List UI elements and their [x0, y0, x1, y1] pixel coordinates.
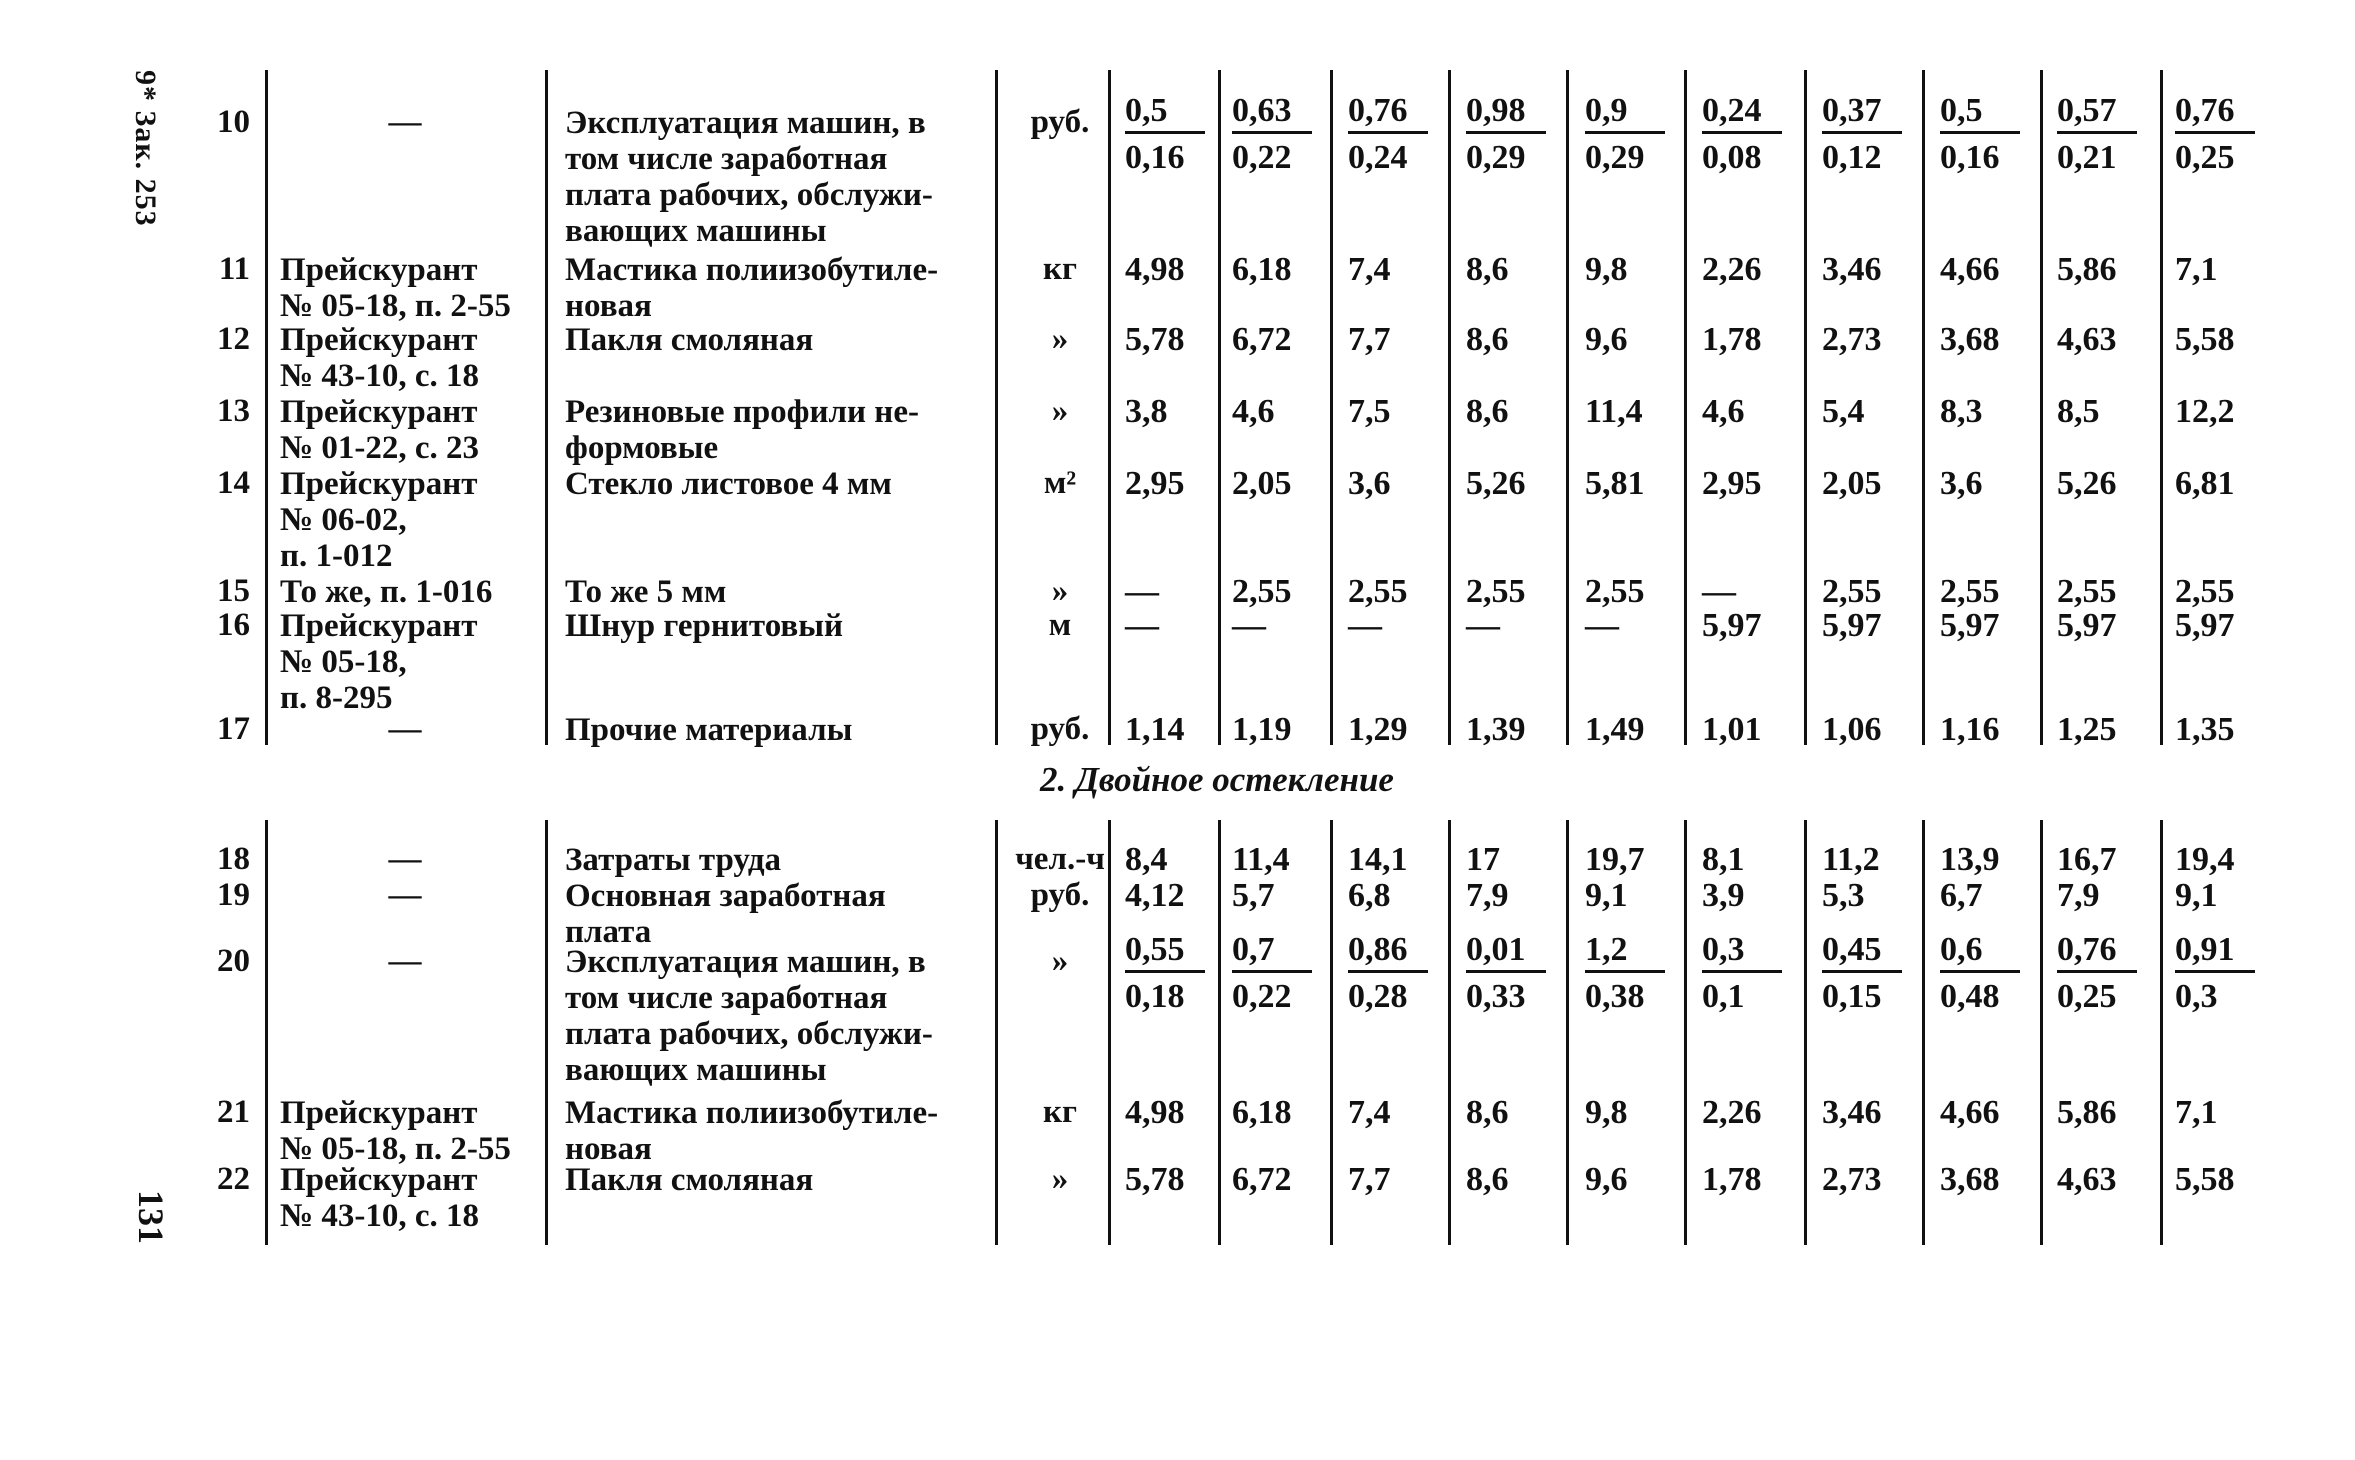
- unit-of-measure: м: [1048, 607, 1072, 643]
- value-fraction: [1822, 932, 1902, 1015]
- margin-note: [118, 70, 178, 260]
- row-number: 11: [218, 251, 250, 287]
- unit-of-measure: чел.-ч: [1015, 841, 1105, 877]
- value-cell: 5,26: [2057, 465, 2117, 502]
- value-wage: 0,15: [1822, 978, 1882, 1015]
- value-cell: 5,26: [1466, 465, 1526, 502]
- value-cell: 17: [1466, 841, 1500, 878]
- value-fraction: [2057, 932, 2137, 1015]
- value-cell: 2,05: [1232, 465, 1292, 502]
- value-cell: 3,68: [1940, 321, 2000, 358]
- source-reference: Прейскурант: [280, 394, 478, 430]
- value-wage: 0,29: [1585, 139, 1645, 176]
- resource-name: Мастика полиизобутиле-: [565, 1095, 939, 1131]
- value-cell: 4,66: [1940, 1094, 2000, 1131]
- value-total: 0,57: [2057, 93, 2137, 134]
- part2-rule: [545, 820, 548, 1245]
- value-cell: 9,6: [1585, 321, 1628, 358]
- value-fraction: [1940, 93, 2020, 176]
- source-reference: Прейскурант: [280, 322, 478, 358]
- value-cell: 2,73: [1822, 1161, 1882, 1198]
- value-cell: 13,9: [1940, 841, 2000, 878]
- unit-of-measure: кг: [1043, 1094, 1077, 1130]
- source-dash: —: [388, 104, 422, 140]
- value-cell: 3,6: [1348, 465, 1391, 502]
- source-reference: № 05-18, п. 2-55: [280, 288, 511, 324]
- resource-name: То же 5 мм: [565, 574, 727, 610]
- value-wage: 0,1: [1702, 978, 1745, 1015]
- value-cell: 3,6: [1940, 465, 1983, 502]
- value-fraction: [2175, 932, 2255, 1015]
- value-cell: 5,3: [1822, 877, 1865, 914]
- value-total: 0,86: [1348, 932, 1428, 973]
- value-cell: 7,4: [1348, 1094, 1391, 1131]
- resource-name: Стекло листовое 4 мм: [565, 466, 892, 502]
- value-fraction: [1348, 932, 1428, 1015]
- part1-rule: [545, 70, 548, 745]
- resource-name: Резиновые профили не-: [565, 394, 919, 430]
- value-wage: 0,18: [1125, 978, 1185, 1015]
- value-wage: 0,22: [1232, 139, 1292, 176]
- source-reference: п. 8-295: [280, 680, 393, 716]
- value-wage: 0,25: [2057, 978, 2117, 1015]
- value-cell: 7,9: [1466, 877, 1509, 914]
- source-reference: № 01-22, с. 23: [280, 430, 480, 466]
- value-fraction: [1125, 932, 1205, 1015]
- resource-name: Шнур гернитовый: [565, 608, 843, 644]
- resource-name: Затраты труда: [565, 842, 782, 878]
- value-cell: 1,39: [1466, 711, 1526, 748]
- value-cell: 7,4: [1348, 251, 1391, 288]
- value-wage: 0,3: [2175, 978, 2218, 1015]
- value-cell: 3,9: [1702, 877, 1745, 914]
- resource-name: Основная заработная: [565, 878, 886, 914]
- value-total: 0,98: [1466, 93, 1546, 134]
- unit-of-measure: »: [1051, 943, 1069, 979]
- value-total: 0,5: [1940, 93, 2020, 134]
- source-reference: Прейскурант: [280, 466, 478, 502]
- resource-name: новая: [565, 288, 652, 324]
- value-cell: 9,6: [1585, 1161, 1628, 1198]
- value-cell: 5,78: [1125, 1161, 1185, 1198]
- value-cell: 4,63: [2057, 1161, 2117, 1198]
- source-reference: № 05-18, п. 2-55: [280, 1131, 511, 1167]
- value-cell: 8,6: [1466, 1161, 1509, 1198]
- value-wage: 0,21: [2057, 139, 2117, 176]
- value-fraction: [1702, 93, 1782, 176]
- value-cell: 8,6: [1466, 1094, 1509, 1131]
- row-number: 12: [217, 321, 250, 357]
- value-wage: 0,28: [1348, 978, 1408, 1015]
- value-cell: 2,55: [2175, 573, 2235, 610]
- source-reference: Прейскурант: [280, 608, 478, 644]
- row-number: 13: [217, 393, 250, 429]
- value-cell: 2,55: [2057, 573, 2117, 610]
- value-cell: 1,19: [1232, 711, 1292, 748]
- value-cell: —: [1585, 607, 1619, 644]
- value-cell: 11,2: [1822, 841, 1880, 878]
- value-cell: 11,4: [1585, 393, 1643, 430]
- resource-name: Эксплуатация машин, в: [565, 944, 926, 980]
- value-cell: —: [1232, 607, 1266, 644]
- value-cell: 6,72: [1232, 1161, 1292, 1198]
- value-cell: 9,1: [1585, 877, 1628, 914]
- value-cell: 7,1: [2175, 1094, 2218, 1131]
- row-number: 20: [217, 943, 250, 979]
- value-cell: 5,97: [2057, 607, 2117, 644]
- value-fraction: [1232, 932, 1312, 1015]
- part2-rule: [265, 820, 268, 1245]
- resource-name: Эксплуатация машин, в: [565, 105, 926, 141]
- value-cell: 5,58: [2175, 1161, 2235, 1198]
- value-cell: 5,4: [1822, 393, 1865, 430]
- value-cell: 2,55: [1348, 573, 1408, 610]
- value-cell: 1,14: [1125, 711, 1185, 748]
- value-total: 0,91: [2175, 932, 2255, 973]
- value-cell: 8,1: [1702, 841, 1745, 878]
- value-cell: 1,49: [1585, 711, 1645, 748]
- value-cell: 1,78: [1702, 321, 1762, 358]
- part2-rule: [995, 820, 998, 1245]
- resource-name: Прочие материалы: [565, 712, 853, 748]
- value-fraction: [1702, 932, 1782, 1015]
- value-cell: 3,68: [1940, 1161, 2000, 1198]
- unit-of-measure: руб.: [1030, 104, 1090, 140]
- margin-note-text: 9* Зак. 253: [129, 70, 162, 227]
- unit-of-measure: м²: [1043, 465, 1077, 501]
- page-number-text: 131: [131, 1190, 171, 1244]
- value-wage: 0,29: [1466, 139, 1526, 176]
- row-number: 17: [217, 711, 250, 747]
- value-cell: 5,7: [1232, 877, 1275, 914]
- source-dash: —: [388, 877, 422, 913]
- unit-of-measure: »: [1051, 1161, 1069, 1197]
- resource-name: вающих машины: [565, 1052, 827, 1088]
- row-number: 16: [217, 607, 250, 643]
- row-number: 10: [217, 104, 250, 140]
- value-cell: 3,46: [1822, 1094, 1882, 1131]
- value-cell: —: [1466, 607, 1500, 644]
- value-fraction: [1125, 93, 1205, 176]
- value-total: 0,63: [1232, 93, 1312, 134]
- value-cell: 4,98: [1125, 251, 1185, 288]
- value-cell: 1,35: [2175, 711, 2235, 748]
- value-cell: 19,7: [1585, 841, 1645, 878]
- resource-name: плата: [565, 914, 652, 950]
- resource-name: том числе заработная: [565, 141, 888, 177]
- value-cell: —: [1125, 573, 1159, 610]
- resource-name: новая: [565, 1131, 652, 1167]
- value-wage: 0,33: [1466, 978, 1526, 1015]
- unit-of-measure: »: [1051, 321, 1069, 357]
- value-cell: 7,1: [2175, 251, 2218, 288]
- value-wage: 0,12: [1822, 139, 1882, 176]
- source-reference: № 43-10, с. 18: [280, 358, 480, 394]
- page-number: [128, 1190, 178, 1270]
- value-fraction: [1232, 93, 1312, 176]
- value-cell: 2,55: [1940, 573, 2000, 610]
- value-total: 0,76: [2057, 932, 2137, 973]
- row-number: 21: [217, 1094, 250, 1130]
- value-cell: 5,81: [1585, 465, 1645, 502]
- value-cell: 8,3: [1940, 393, 1983, 430]
- value-total: 0,24: [1702, 93, 1782, 134]
- resource-name: вающих машины: [565, 213, 827, 249]
- unit-of-measure: кг: [1043, 251, 1077, 287]
- resource-name: формовые: [565, 430, 719, 466]
- resource-name: плата рабочих, обслужи-: [565, 177, 933, 213]
- source-reference: Прейскурант: [280, 1162, 478, 1198]
- source-reference: № 43-10, с. 18: [280, 1198, 480, 1234]
- value-cell: 1,25: [2057, 711, 2117, 748]
- value-wage: 0,38: [1585, 978, 1645, 1015]
- value-cell: 8,6: [1466, 393, 1509, 430]
- unit-of-measure: руб.: [1030, 877, 1090, 913]
- value-total: 0,76: [2175, 93, 2255, 134]
- value-fraction: [2175, 93, 2255, 176]
- value-cell: —: [1702, 573, 1736, 610]
- value-cell: 1,16: [1940, 711, 2000, 748]
- part1-rule: [995, 70, 998, 745]
- source-reference: То же, п. 1-016: [280, 574, 493, 610]
- resource-name: Пакля смоляная: [565, 322, 814, 358]
- value-cell: 1,06: [1822, 711, 1882, 748]
- value-total: 0,01: [1466, 932, 1546, 973]
- value-cell: 4,6: [1232, 393, 1275, 430]
- value-fraction: [1466, 932, 1546, 1015]
- source-dash: —: [388, 943, 422, 979]
- value-fraction: [1585, 932, 1665, 1015]
- value-cell: 4,6: [1702, 393, 1745, 430]
- value-cell: 6,18: [1232, 251, 1292, 288]
- value-cell: 4,66: [1940, 251, 2000, 288]
- row-number: 15: [217, 573, 250, 609]
- value-cell: 9,1: [2175, 877, 2218, 914]
- value-cell: 1,29: [1348, 711, 1408, 748]
- value-fraction: [1585, 93, 1665, 176]
- value-total: 0,6: [1940, 932, 2020, 973]
- value-total: 0,55: [1125, 932, 1205, 973]
- value-cell: 14,1: [1348, 841, 1408, 878]
- value-cell: 19,4: [2175, 841, 2235, 878]
- value-cell: 2,73: [1822, 321, 1882, 358]
- resource-name: Мастика полиизобутиле-: [565, 252, 939, 288]
- value-cell: 2,05: [1822, 465, 1882, 502]
- value-cell: 6,81: [2175, 465, 2235, 502]
- value-cell: 16,7: [2057, 841, 2117, 878]
- value-wage: 0,48: [1940, 978, 2000, 1015]
- value-cell: 11,4: [1232, 841, 1290, 878]
- part1-rule: [265, 70, 268, 745]
- row-number: 18: [217, 841, 250, 877]
- source-reference: № 05-18,: [280, 644, 407, 680]
- value-cell: 5,86: [2057, 251, 2117, 288]
- value-cell: 6,72: [1232, 321, 1292, 358]
- value-total: 0,45: [1822, 932, 1902, 973]
- value-cell: 2,55: [1822, 573, 1882, 610]
- value-fraction: [1466, 93, 1546, 176]
- value-cell: 2,55: [1585, 573, 1645, 610]
- source-reference: Прейскурант: [280, 1095, 478, 1131]
- value-cell: 2,26: [1702, 251, 1762, 288]
- value-cell: 2,26: [1702, 1094, 1762, 1131]
- value-cell: 12,2: [2175, 393, 2235, 430]
- value-cell: 4,12: [1125, 877, 1185, 914]
- value-cell: 5,97: [1702, 607, 1762, 644]
- value-cell: 9,8: [1585, 251, 1628, 288]
- row-number: 14: [217, 465, 250, 501]
- row-number: 22: [217, 1161, 250, 1197]
- value-cell: —: [1348, 607, 1382, 644]
- resource-name: том числе заработная: [565, 980, 888, 1016]
- unit-of-measure: »: [1051, 393, 1069, 429]
- row-number: 19: [217, 877, 250, 913]
- value-cell: 2,55: [1232, 573, 1292, 610]
- value-cell: 5,58: [2175, 321, 2235, 358]
- resource-name: Пакля смоляная: [565, 1162, 814, 1198]
- value-cell: 9,8: [1585, 1094, 1628, 1131]
- value-cell: 7,5: [1348, 393, 1391, 430]
- value-cell: 2,95: [1125, 465, 1185, 502]
- value-fraction: [1348, 93, 1428, 176]
- source-dash: —: [388, 711, 422, 747]
- value-cell: 8,4: [1125, 841, 1168, 878]
- value-wage: 0,25: [2175, 139, 2235, 176]
- value-wage: 0,22: [1232, 978, 1292, 1015]
- value-fraction: [1940, 932, 2020, 1015]
- value-wage: 0,16: [1125, 139, 1185, 176]
- resource-name: плата рабочих, обслужи-: [565, 1016, 933, 1052]
- value-cell: 6,7: [1940, 877, 1983, 914]
- value-cell: 8,6: [1466, 251, 1509, 288]
- value-cell: 5,86: [2057, 1094, 2117, 1131]
- value-wage: 0,08: [1702, 139, 1762, 176]
- source-reference: № 06-02,: [280, 502, 407, 538]
- source-reference: Прейскурант: [280, 252, 478, 288]
- value-total: 0,76: [1348, 93, 1428, 134]
- unit-of-measure: »: [1051, 573, 1069, 609]
- value-total: 0,3: [1702, 932, 1782, 973]
- value-cell: 7,7: [1348, 1161, 1391, 1198]
- value-total: 0,37: [1822, 93, 1902, 134]
- source-reference: п. 1-012: [280, 538, 393, 574]
- value-cell: 8,6: [1466, 321, 1509, 358]
- unit-of-measure: руб.: [1030, 711, 1090, 747]
- value-cell: 6,8: [1348, 877, 1391, 914]
- value-total: 0,7: [1232, 932, 1312, 973]
- value-wage: 0,16: [1940, 139, 2000, 176]
- value-cell: 5,78: [1125, 321, 1185, 358]
- value-cell: 1,78: [1702, 1161, 1762, 1198]
- value-cell: 5,97: [2175, 607, 2235, 644]
- value-cell: 2,95: [1702, 465, 1762, 502]
- value-cell: 1,01: [1702, 711, 1762, 748]
- value-cell: 7,9: [2057, 877, 2100, 914]
- value-cell: 3,46: [1822, 251, 1882, 288]
- value-cell: 7,7: [1348, 321, 1391, 358]
- section-title: 2. Двойное остекление: [1040, 760, 1394, 799]
- value-fraction: [1822, 93, 1902, 176]
- value-total: 1,2: [1585, 932, 1665, 973]
- value-cell: 2,55: [1466, 573, 1526, 610]
- value-cell: 6,18: [1232, 1094, 1292, 1131]
- source-dash: —: [388, 841, 422, 877]
- value-cell: 4,98: [1125, 1094, 1185, 1131]
- value-fraction: [2057, 93, 2137, 176]
- value-cell: 3,8: [1125, 393, 1168, 430]
- value-wage: 0,24: [1348, 139, 1408, 176]
- value-cell: —: [1125, 607, 1159, 644]
- value-total: 0,5: [1125, 93, 1205, 134]
- value-cell: 4,63: [2057, 321, 2117, 358]
- value-cell: 5,97: [1940, 607, 2000, 644]
- value-cell: 5,97: [1822, 607, 1882, 644]
- value-cell: 8,5: [2057, 393, 2100, 430]
- value-total: 0,9: [1585, 93, 1665, 134]
